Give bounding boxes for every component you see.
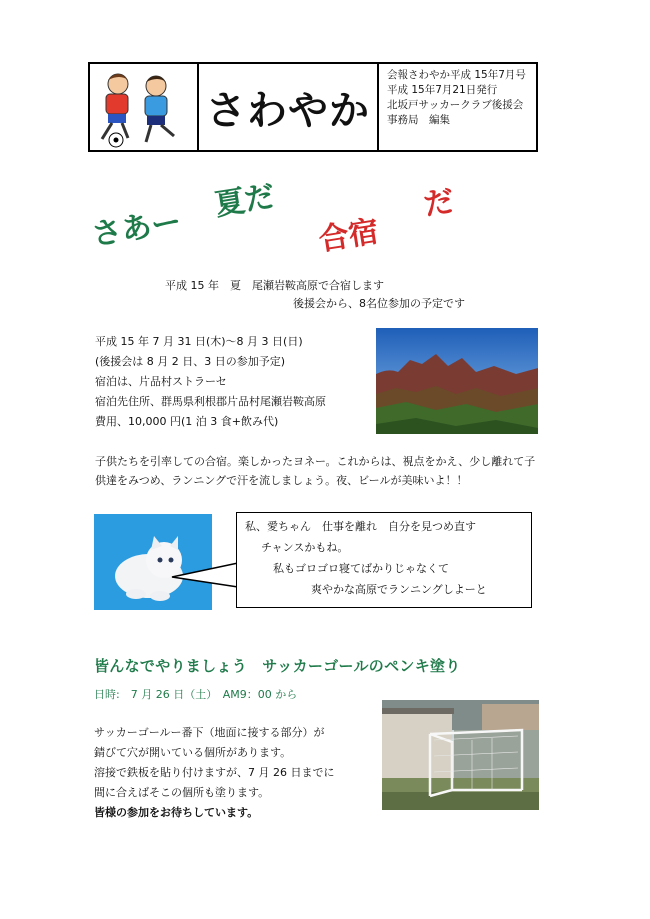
detail-line: 宿泊は、片品村ストラーセ [95, 375, 227, 388]
bubble-line: 私もゴロゴロ寝てばかりじゃなくて [273, 562, 449, 575]
goal-line: 錆びて穴が開いている個所があります。 [94, 746, 292, 759]
event-date: 日時: 7 月 26 日（土） AM9：00 から [94, 688, 298, 701]
lead-line: 後援会から、8名位参加の予定です [293, 297, 465, 310]
lead-line: 平成 15 年 夏 尾瀬岩鞍高原で合宿します [165, 279, 384, 292]
headline-saa: さあー [89, 204, 184, 254]
bubble-line: チャンスかもね。 [261, 541, 349, 554]
info-line: 事務局 編集 [387, 114, 450, 126]
camp-paragraph: 子供たちを引率しての合宿。楽しかったヨネー。これからは、視点をかえ、少し離れて子供達をみつめ、ランニングで汗を流しましょう。夜、ビールが美味いよ！！ [95, 455, 536, 487]
goal-paint-text [94, 723, 334, 823]
headline-da: だ [421, 183, 457, 224]
speech-bubble [236, 512, 532, 608]
detail-line: 平成 15 年 7 月 31 日(木)～8 月 3 日(日) [95, 335, 303, 348]
headline-natsu: 夏だ [212, 179, 278, 224]
closing-line: 皆様の参加をお待ちしています。 [94, 806, 259, 819]
goal-line: 溶接で鉄板を貼り付けますが、7 月 26 日までに [94, 766, 335, 779]
newsletter-title: さわやか [199, 64, 379, 150]
headline-gasshuku: 合宿 [316, 214, 382, 259]
detail-line: 宿泊先住所、群馬県利根郡片品村尾瀬岩鞍高原 [95, 395, 326, 408]
section-title: 皆んなでやりましょう サッカーゴールのペンキ塗り [94, 657, 461, 675]
detail-line: 費用、10,000 円(1 泊 3 食+飲み代) [95, 415, 279, 428]
bubble-line: 爽やかな高原でランニングしよーと [311, 583, 487, 596]
detail-line: (後援会は 8 月 2 日、3 日の参加予定) [95, 355, 286, 368]
soccer-kids-illustration [90, 64, 199, 150]
camp-details [95, 332, 326, 432]
info-line: 会報さわやか平成 15年7月号 [387, 69, 526, 81]
goal-line: 間に合えばそこの個所も塗ります。 [94, 786, 270, 799]
bubble-line: 私、愛ちゃん 仕事を離れ 自分を見つめ直す [245, 520, 476, 533]
soccer-goal-photo [382, 700, 539, 810]
goal-line: サッカーゴールー番下（地面に接する部分）が [94, 726, 325, 739]
info-line: 平成 15年7月21日発行 [387, 84, 498, 96]
mountain-photo [376, 328, 538, 434]
publication-info [379, 64, 536, 150]
info-line: 北坂戸サッカークラブ後援会 [387, 99, 524, 111]
newsletter-header [88, 62, 538, 152]
speech-bubble-tail [170, 555, 240, 595]
